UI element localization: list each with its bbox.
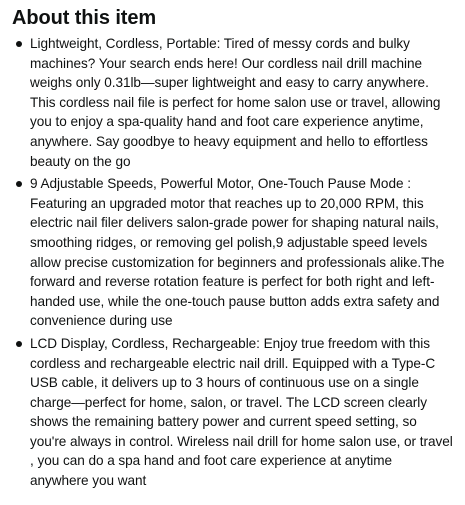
feature-bullet-item [12,174,453,331]
feature-bullet-list [12,34,453,491]
feature-bullet-item [12,334,453,491]
feature-bullet-text: Lightweight, Cordless, Portable: Tired of messy cords and bulky machines? Your search ends here! Our cordless nail drill machine weighs only 0.31lb—super lightweight and easy to carry anywhere. This cordless nail file is perfect for home salon use or travel, allowing you to enjoy a spa-quality hand and foot care experience anytime, anywhere. Say goodbye to heavy equipment and hello to effortless beauty on the go [30,36,441,169]
feature-bullet-text: 9 Adjustable Speeds, Powerful Motor, One-Touch Pause Mode : Featuring an upgraded motor that reaches up to 20,000 RPM, this electric nail filer delivers salon-grade power for shaping natural nails, smoothing ridges, or removing gel polish,9 adjustable speed levels allow precise customization for beginners and professionals alike.The forward and reverse rotation feature is perfect for both right and left-handed use, while the one-touch pause button adds extra safety and convenience during use [30,176,445,329]
bullet-dot-icon [16,41,22,47]
feature-bullet-item [12,34,453,171]
feature-bullet-text: LCD Display, Cordless, Rechargeable: Enjoy true freedom with this cordless and rechargeable electric nail drill. Equipped with a Type-C USB cable, it delivers up to 3 hours of continuous use on a single charge—perfect for home, salon, or travel. The LCD screen clearly shows the remaining battery power and current speed setting, so you're always in control. Wireless nail drill for home salon use, or travel , you can do a spa hand and foot care experience at anytime anywhere you want [30,335,453,489]
bullet-dot-icon [16,181,22,187]
section-heading: About this item [12,7,157,29]
bullet-dot-icon [16,341,22,347]
